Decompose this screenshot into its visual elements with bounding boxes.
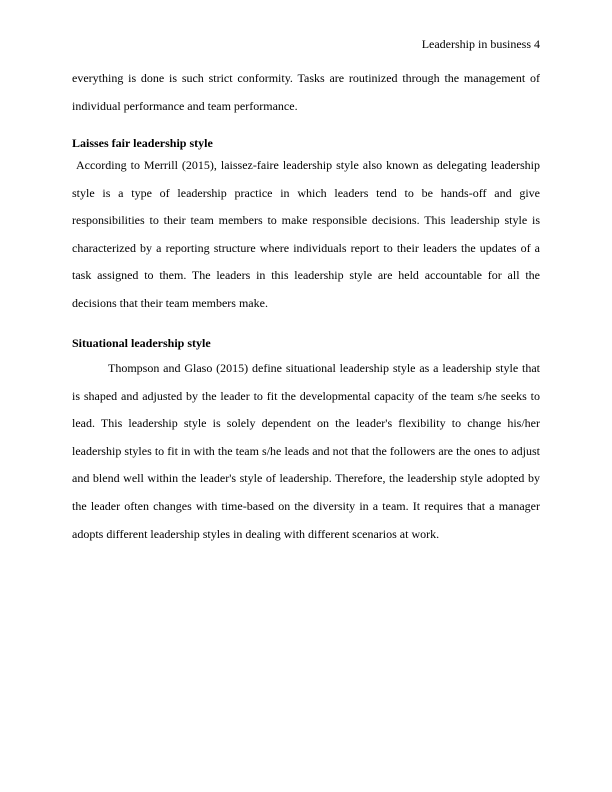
running-header: Leadership in business 4: [421, 37, 540, 51]
laissez-faire-heading: Laisses fair leadership style: [72, 136, 213, 150]
laissez-faire-paragraph: According to Merrill (2015), laissez-faire leadership style also known as delegating leadership style is a type of leadership practice in which leaders tend to be hands-off and give responsibilities to their team members to make responsible decisions. This leadership style is characterized by a reporting structure where individuals report to their leaders the updates of a task assigned to them. The leaders in this leadership style are held accountable for all the decisions that their team members make.: [72, 158, 540, 310]
situational-heading: Situational leadership style: [72, 336, 211, 350]
intro-paragraph: everything is done is such strict conformity. Tasks are routinized through the management of individual performance and team performance.: [72, 71, 540, 113]
situational-paragraph: Thompson and Glaso (2015) define situational leadership style as a leadership style that is shaped and adjusted by the leader to fit the developmental capacity of the team s/he seeks to lead. This leadership style is solely dependent on the leader's flexibility to change his/her leadership styles to fit in with the team s/he leads and not that the followers are the ones to adjust and blend well within the leader's style of leadership. Therefore, the leadership style adopted by the leader often changes with time-based on the diversity in a team. It requires that a manager adopts different leadership styles in dealing with different scenarios at work.: [72, 361, 540, 541]
